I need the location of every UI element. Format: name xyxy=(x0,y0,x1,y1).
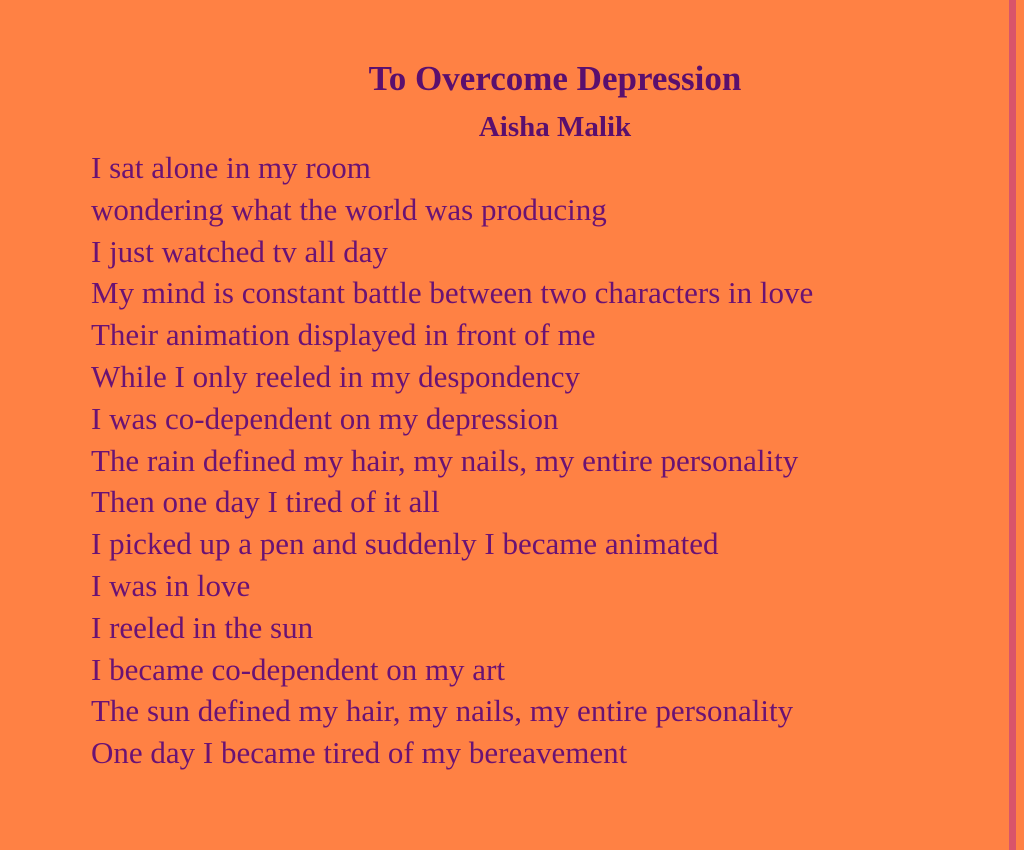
poem-line: Then one day I tired of it all xyxy=(91,484,440,520)
poem-line: The sun defined my hair, my nails, my entire personality xyxy=(91,693,794,729)
poem-line: I was co-dependent on my depression xyxy=(91,400,559,436)
poem-line: My mind is constant battle between two characters in love xyxy=(91,275,814,311)
page-edge xyxy=(1016,0,1024,850)
poem-line: I just watched tv all day xyxy=(91,233,388,269)
poem-title: To Overcome Depression xyxy=(368,59,742,98)
poem-line: One day I became tired of my bereavement xyxy=(91,735,628,771)
poem-line: The rain defined my hair, my nails, my entire personality xyxy=(91,442,799,478)
poem-body xyxy=(91,147,813,774)
poem-line: I picked up a pen and suddenly I became animated xyxy=(91,526,719,562)
poem-line: I reeled in the sun xyxy=(91,609,314,645)
page-border-divider xyxy=(1009,0,1016,850)
poem-author: Aisha Malik xyxy=(478,111,632,143)
poem-line: wondering what the world was producing xyxy=(91,191,607,227)
poem-line: I was in love xyxy=(91,567,251,603)
poem-line: I sat alone in my room xyxy=(91,150,371,185)
poem-line: I became co-dependent on my art xyxy=(91,651,506,687)
poem-line: Their animation displayed in front of me xyxy=(91,317,596,353)
poem-line: While I only reeled in my despondency xyxy=(91,358,580,394)
